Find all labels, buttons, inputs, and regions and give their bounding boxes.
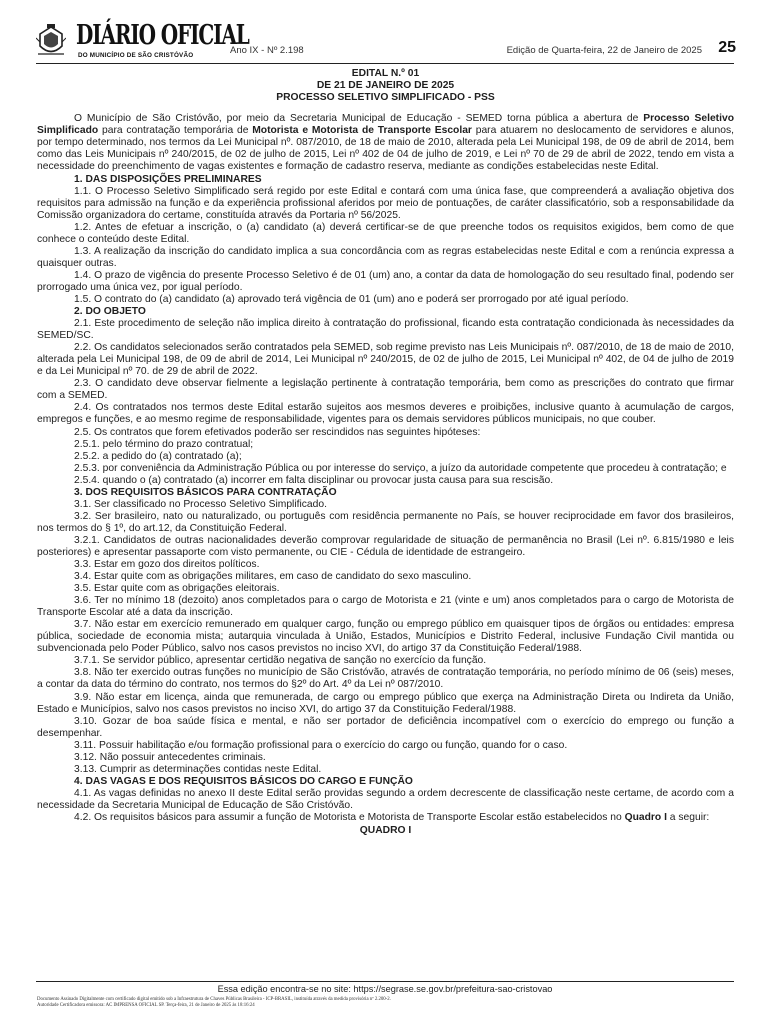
clause-2-5: 2.5. Os contratos que forem efetivados poderão ser rescindidos nas seguintes hipóteses: — [74, 426, 481, 438]
clause-2-5-2: 2.5.2. a pedido do (a) contratado (a); — [74, 450, 242, 462]
clause-3-9: 3.9. Não estar em licença, ainda que remunerada, de cargo ou emprego público que exerça na Administração Direta ou Indireta da União, Estado e Municípios, salvo nos casos previstos no inciso XVI, do artigo 37 da Constituição Federal/1988. — [37, 691, 734, 715]
clause-1-5: 1.5. O contrato do (a) candidato (a) aprovado terá vigência de 01 (um) ano e poderá ser prorrogado por até igual período. — [74, 293, 629, 305]
section-1-title: 1. DAS DISPOSIÇÕES PRELIMINARES — [74, 173, 262, 185]
masthead-subtitle: DO MUNICÍPIO DE SÃO CRISTÓVÃO — [78, 52, 194, 59]
footer-legal-line-1: Documento Assinado Digitalmente com certificado digital emitido sob a Infraestrutura de Chaves Públicas Brasileira - ICP-BRASIL, instituída através da medida provisória nº 2.200-2. — [37, 997, 391, 1002]
clause-2-5-3: 2.5.3. por conveniência da Administração Pública ou por interesse do serviço, a juízo da autoridade competente que procedeu à contratação; e — [74, 462, 727, 474]
clause-1-1: 1.1. O Processo Seletivo Simplificado será regido por este Edital e contará com uma única fase, que compreenderá a avaliação objetiva dos requisitos para admissão na função e da experiência profissional aferidos por meio de pontuações, de caráter classificatório, sob a responsabilidade da Comissão organizadora do certame, constituída através da Portaria nº 56/2025. — [37, 185, 734, 221]
clause-3-4: 3.4. Estar quite com as obrigações militares, em caso de candidato do sexo masculino. — [74, 571, 472, 583]
section-3-title: 3. DOS REQUISITOS BÁSICOS PARA CONTRATAÇÃO — [74, 486, 337, 498]
clause-4-2-bold: Quadro I — [624, 812, 667, 823]
clause-3-7: 3.7. Não estar em exercício remunerado em qualquer cargo, função ou emprego público em quaisquer tipos de órgãos ou entidades: empresa pública, sociedade de economia mista; autarquia vinculada à União, Estados, Municípios e Distrito Federal, inclusive Fundação Civil mantida ou subvencionada pelo Poder Público, salvo nos casos previstos no inciso XVI, do artigo 37 da Constituição Federal/1988. — [37, 619, 734, 655]
section-2-title: 2. DO OBJETO — [74, 306, 146, 318]
clause-3-2-1: 3.2.1. Candidatos de outras nacionalidades deverão comprovar regularidade de situação de permanência no Brasil (Lei nº. 6.815/1980 e leis posteriores) e apresentar passaporte com visto permanente, ou CIE - Cédula de identidade de estrangeiro. — [37, 534, 734, 558]
clause-3-13: 3.13. Cumprir as determinações contidas neste Edital. — [74, 763, 322, 775]
clause-2-2: 2.2. Os candidatos selecionados serão contratados pela SEMED, sob regime previsto nas Leis Municipais nº. 087/2010, de 18 de maio de 2010, alterada pela Lei Municipal 198, de 09 de abril de 2014, Lei Municipal nº 240/2015, de 02 de julho de 2015, Lei Municipal nº 402, de 04 de julho de 2019 e da Lei Municipal nº 70. de 29 de abril de 2022. — [37, 342, 734, 378]
header-divider — [36, 63, 734, 64]
article-body — [37, 68, 734, 837]
clause-1-4: 1.4. O prazo de vigência do presente Processo Seletivo é de 01 (um) ano, a contar da data de homologação do seu resultado final, podendo ser prorrogado uma única vez, por igual período. — [37, 269, 734, 293]
edital-heading — [37, 68, 734, 104]
edital-date: DE 21 DE JANEIRO DE 2025 — [316, 80, 455, 92]
clause-3-5: 3.5. Estar quite com as obrigações eleitorais. — [74, 583, 280, 595]
clause-3-2: 3.2. Ser brasileiro, nato ou naturalizado, ou português com residência permanente no País, se houver reciprocidade em favor dos brasileiros, nos termos do § 1º, do art.12, da Constituição Federal. — [37, 510, 734, 534]
intro-text-1: O Município de São Cristóvão, por meio da Secretaria Municipal de Educação - SEMED torna pública a abertura de — [74, 113, 644, 125]
footer-legal-line-2: Autoridade Certificadora emissora: AC IMPRENSA OFICIAL SP. Terça-feira, 21 de Janeiro de 2025 às 18:16:24 — [37, 1003, 255, 1008]
intro-bold-1: Processo Seletivo Simplificado — [37, 113, 734, 137]
intro-bold-2: Motorista e Motorista de Transporte Escolar — [252, 125, 472, 137]
edital-subject: PROCESSO SELETIVO SIMPLIFICADO - PSS — [276, 92, 495, 104]
masthead-title: DIÁRIO OFICIAL — [76, 20, 249, 51]
edition-date: Edição de Quarta-feira, 22 de Janeiro de 2025 — [506, 45, 702, 56]
quadro-title: QUADRO I — [359, 825, 412, 837]
clause-4-2-text-1: 4.2. Os requisitos básicos para assumir a função de Motorista e Motorista de Transporte Escolar estão estabelecidos no — [74, 812, 625, 823]
issue-number: Ano IX - Nº 2.198 — [230, 45, 304, 56]
clause-2-1: 2.1. Este procedimento de seleção não implica direito à contratação do profissional, ficando esta contratação condicionada às necessidades da SEMED/SC. — [37, 318, 734, 342]
clause-1-3: 1.3. A realização da inscrição do candidato implica a sua concordância com as regras estabelecidas neste Edital e com a renúncia expressa a quaisquer outras. — [37, 245, 734, 269]
clause-4-2-text-2: a seguir: — [666, 812, 710, 823]
clause-1-2: 1.2. Antes de efetuar a inscrição, o (a) candidato (a) deverá certificar-se de que preenche todos os requisitos exigidos, bem como de que conhece o conteúdo deste Edital. — [37, 221, 734, 245]
clause-3-8: 3.8. Não ter exercido outras funções no município de São Cristóvão, através de contratação temporária, no período mínimo de 06 (seis) meses, a contar da data do término do contrato, nos termos do §2º do Art. 4º da Lei nº 087/2010. — [37, 667, 734, 691]
clause-3-1: 3.1. Ser classificado no Processo Seletivo Simplificado. — [74, 498, 327, 510]
clause-3-7-1: 3.7.1. Se servidor público, apresentar certidão negativa de sanção no exercício da função. — [74, 655, 487, 667]
clause-2-5-1: 2.5.1. pelo término do prazo contratual; — [74, 438, 254, 450]
intro-text-2: para contratação temporária de — [98, 125, 253, 137]
footer-divider — [36, 981, 734, 982]
clause-2-3: 2.3. O candidato deve observar fielmente a legislação pertinente à contratação temporária, bem como as prescrições do contrato que firmar com a SEMED. — [37, 378, 734, 402]
clause-2-5-4: 2.5.4. quando o (a) contratado (a) incorrer em falta disciplinar ou provocar justa causa para sua rescisão. — [74, 474, 554, 486]
clause-3-6: 3.6. Ter no mínimo 18 (dezoito) anos completados para o cargo de Motorista e 21 (vinte e um) anos completados para o cargo de Motorista de Transporte Escolar até a data da inscrição. — [37, 595, 734, 619]
clause-3-3: 3.3. Estar em gozo dos direitos políticos. — [74, 559, 260, 571]
clause-3-10: 3.10. Gozar de boa saúde física e mental, e não ser portador de deficiência incompatível com o exercício do emprego ou função a desempenhar. — [37, 715, 734, 739]
intro-text-3: para atuarem no deslocamento de servidores e alunos, por tempo determinado, nos termos da Lei Municipal nº. 087/2010, de 18 de maio de 2010, alterada pela Lei Municipal 198, de 09 de abril de 2014, bem como das Leis Municipais nº 240/2015, de 02 de julho de 2015, Lei nº 402 de 04 de julho de 2019, e Lei nº 70 de 29 de abril de 2022, tendo em vista a necessidade do preenchimento de vagas existentes e formação de cadastro reserva, mediante as condições estabelecidas neste Edital. — [37, 125, 734, 173]
masthead — [36, 22, 736, 64]
section-4-title: 4. DAS VAGAS E DOS REQUISITOS BÁSICOS DO CARGO E FUNÇÃO — [74, 775, 413, 787]
clause-4-1: 4.1. As vagas definidas no anexo II deste Edital serão providas segundo a ordem decrescente de classificação neste certame, de acordo com a necessidade da Secretaria Municipal de Educação de São Cristóvão. — [37, 787, 734, 811]
page-number: 25 — [718, 39, 736, 56]
clause-3-11: 3.11. Possuir habilitação e/ou formação profissional para o exercício do cargo ou função, quando for o caso. — [74, 739, 568, 751]
edital-number: EDITAL N.º 01 — [351, 68, 420, 79]
footer-legal — [37, 997, 737, 1009]
municipal-crest-icon — [36, 24, 66, 58]
footer-site-notice: Essa edição encontra-se no site: https://segrase.se.gov.br/prefeitura-sao-cristovao — [217, 984, 553, 994]
clause-3-12: 3.12. Não possuir antecedentes criminais. — [74, 751, 266, 763]
clause-2-4: 2.4. Os contratados nos termos deste Edital estarão sujeitos aos mesmos deveres e proibições, inclusive quanto à acumulação de cargos, empregos e funções, e ao mesmo regime de responsabilidade, vigentes para os demais servidores públicos municipais, no que couber. — [37, 402, 734, 426]
clause-4-2 — [37, 812, 734, 824]
intro-paragraph — [37, 113, 734, 173]
